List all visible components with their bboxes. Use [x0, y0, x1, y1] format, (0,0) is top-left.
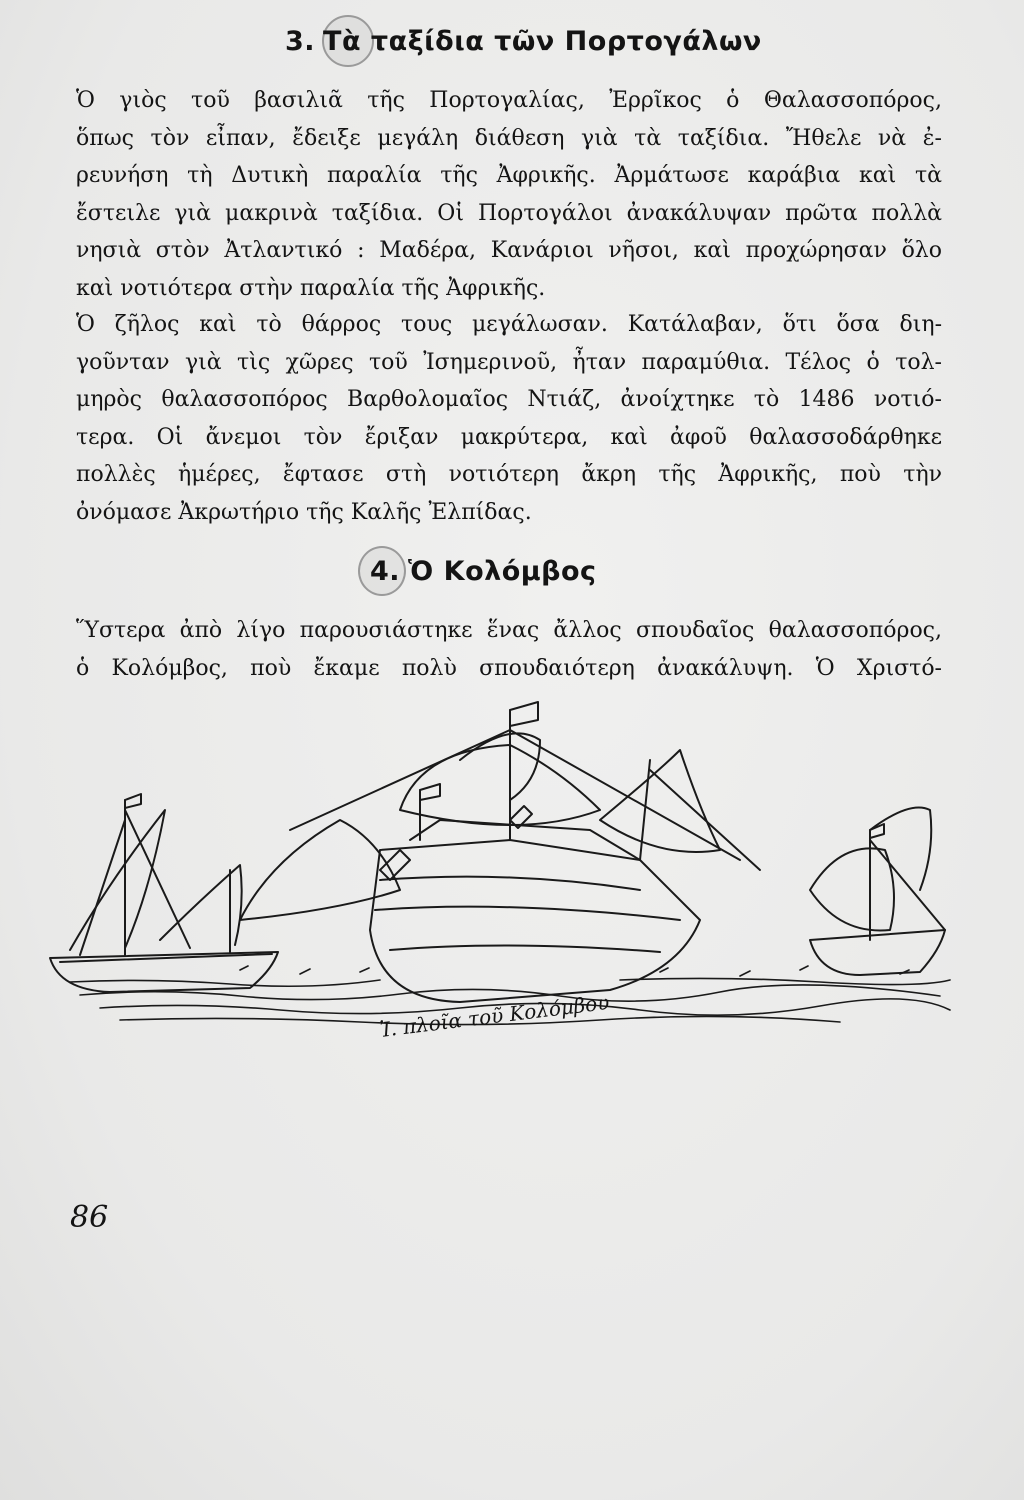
text-line: τερα. Οἱ ἄνεμοι τὸν ἔριξαν μακρύτερα, καὶ ἀφοῦ θαλασσοδάρθηκε — [76, 424, 942, 450]
text-line: καὶ νοτιότερα στὴν παραλία τῆς Ἀφρικῆς. — [76, 275, 546, 301]
caravel-ships-drawing-icon — [40, 690, 970, 1030]
section-3-heading — [285, 26, 762, 57]
text-line: ρευνήση τὴ Δυτικὴ παραλία τῆς Ἀφρικῆς. Ἀρμάτωσε καράβια καὶ τὰ — [76, 163, 942, 188]
text-line: ἔστειλε γιὰ μακρινὰ ταξίδια. Οἱ Πορτογάλοι ἀνακάλυψαν πρῶτα πολλὰ — [76, 200, 942, 226]
paragraph-bartholomew-dias — [76, 306, 942, 531]
paragraph-prince-henry — [76, 82, 942, 307]
page-number: 86 — [70, 1200, 109, 1235]
text-line: πολλὲς ἡμέρες, ἔφτασε στὴ νοτιότερη ἄκρη τῆς Ἀφρικῆς, ποὺ τὴν — [76, 462, 942, 487]
text-line: ὁ Κολόμβος, ποὺ ἔκαμε πολὺ σπουδαιότερη ἀνακάλυψη. Ὁ Χριστό- — [76, 655, 942, 681]
section-title: Τὰ ταξίδια τῶν Πορτογάλων — [323, 26, 762, 57]
right-caravel-ship — [810, 808, 945, 976]
main-carrack-ship — [240, 702, 760, 1002]
caption-mark: Ἰ. — [378, 1016, 399, 1042]
text-line: Ὁ ζῆλος καὶ τὸ θάρρος τους μεγάλωσαν. Κατάλαβαν, ὅτι ὅσα διη- — [76, 312, 942, 337]
section-number: 3. — [285, 26, 316, 57]
text-line: μηρὸς θαλασσοπόρος Βαρθολομαῖος Ντιάζ, ἀνοίχτηκε τὸ 1486 νοτιό- — [76, 387, 942, 412]
text-line: ὀνόμασε Ἀκρωτήριο τῆς Καλῆς Ἐλπίδας. — [76, 499, 532, 525]
caption-text: πλοῖα τοῦ Κολόμβου — [401, 989, 611, 1040]
section-4-heading — [370, 556, 597, 587]
text-line: νησιὰ στὸν Ἀτλαντικό : Μαδέρα, Κανάριοι νῆσοι, καὶ προχώρησαν ὅλο — [76, 238, 942, 263]
section-title: Ὁ Κολόμβος — [408, 556, 597, 587]
text-line: ὅπως τὸν εἶπαν, ἔδειξε μεγάλη διάθεση γιὰ τὰ ταξίδια. Ἤθελε νὰ ἐ- — [76, 125, 942, 151]
small-lateen-ship — [50, 794, 278, 992]
text-line: Ὕστερα ἀπὸ λίγο παρουσιάστηκε ἕνας ἄλλος σπουδαῖος θαλασσοπόρος, — [76, 618, 942, 643]
paragraph-columbus — [76, 612, 942, 687]
section-number: 4. — [370, 556, 401, 587]
text-line: γοῦνταν γιὰ τὶς χῶρες τοῦ Ἰσημερινοῦ, ἦταν παραμύθια. Τέλος ὁ τολ- — [76, 349, 942, 375]
text-line: Ὁ γιὸς τοῦ βασιλιᾶ τῆς Πορτογαλίας, Ἐρρῖκος ὁ Θαλασσοπόρος, — [76, 88, 942, 113]
